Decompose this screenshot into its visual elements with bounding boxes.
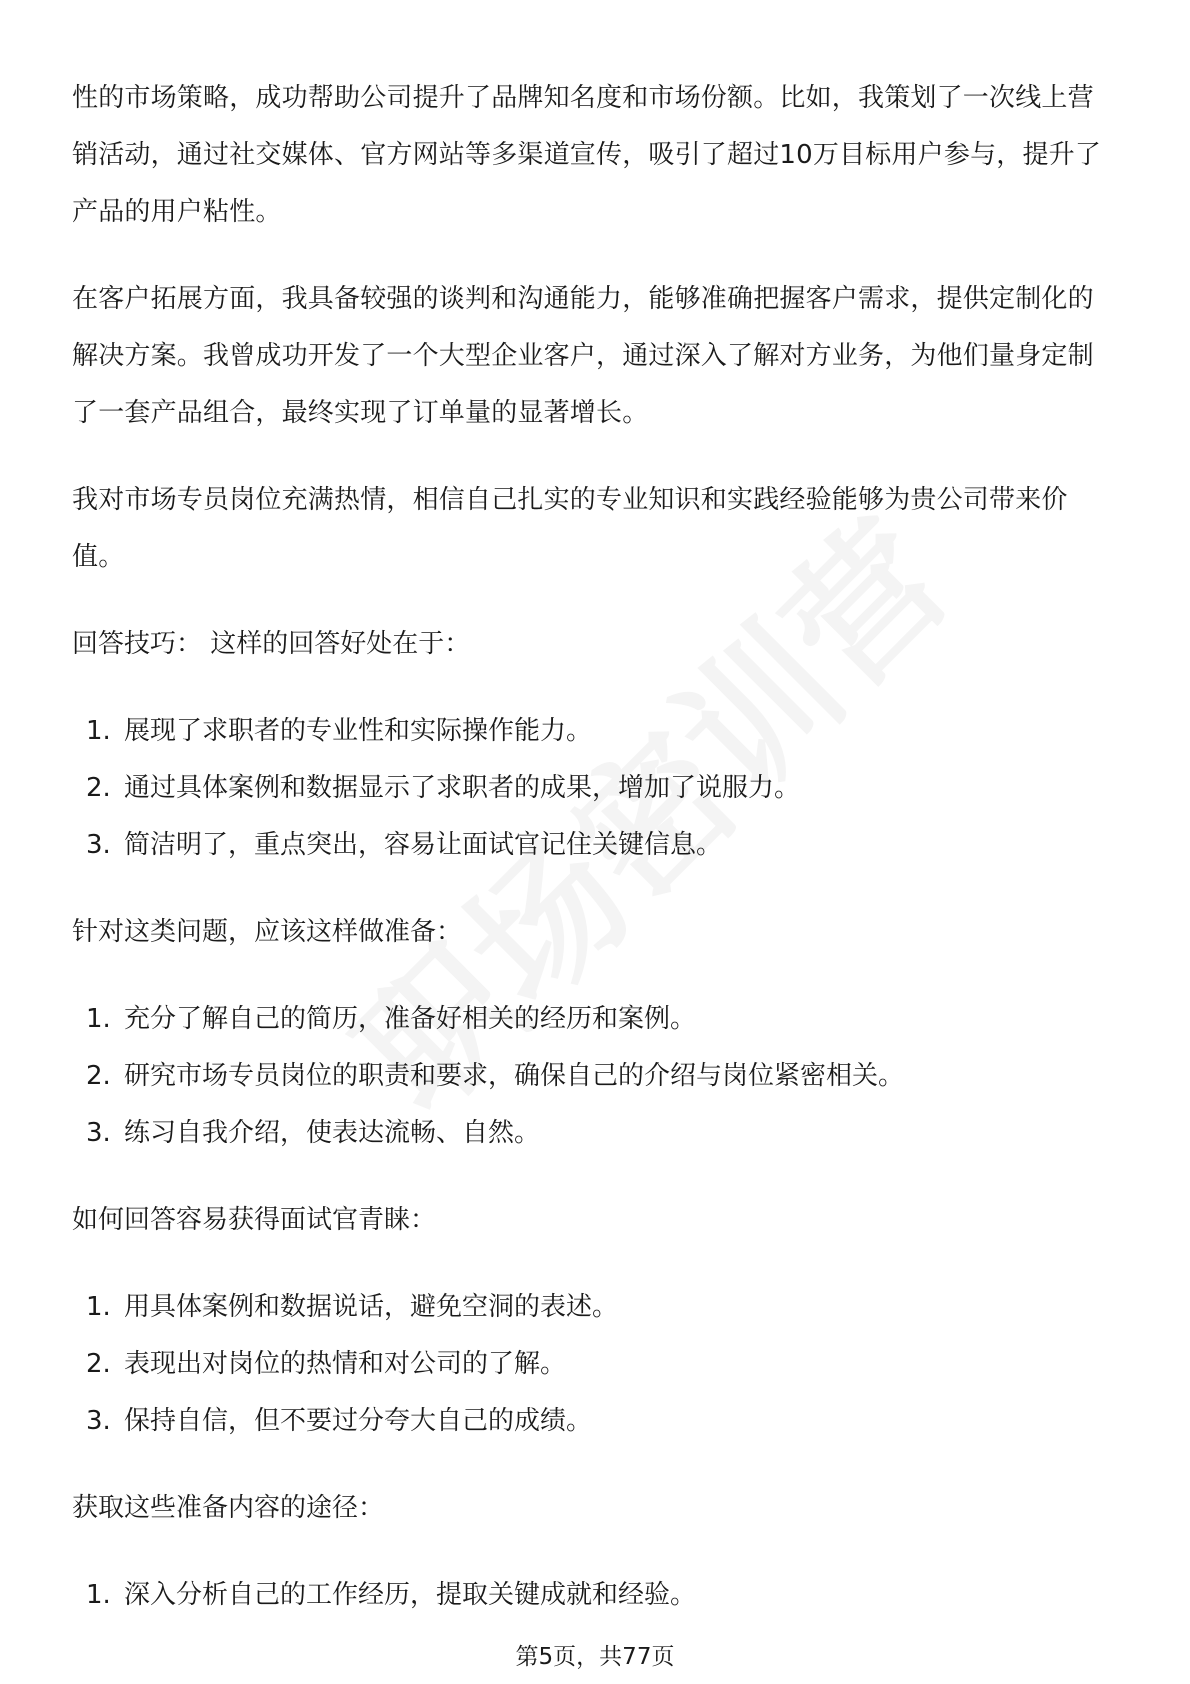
list-number: 1. (86, 716, 111, 746)
list-text: 充分了解自己的简历，准备好相关的经历和案例。 (124, 1004, 697, 1034)
paragraph-marketing-strategy: 性的市场策略，成功帮助公司提升了品牌知名度和市场份额。比如，我策划了一次线上营销活动，通过社交媒体、官方网站等多渠道宣传，吸引了超过10万目标用户参与，提升了产品的用户粘性。 (72, 83, 1102, 227)
section-win-interviewer (72, 1192, 1118, 1450)
numbered-list (72, 1567, 1118, 1624)
list-text: 保持自信，但不要过分夸大自己的成绩。 (124, 1406, 593, 1436)
list-item (72, 1279, 1118, 1336)
list-text: 展现了求职者的专业性和实际操作能力。 (124, 716, 593, 746)
paragraph-client-development: 在客户拓展方面，我具备较强的谈判和沟通能力，能够准确把握客户需求，提供定制化的解决方案。我曾成功开发了一个大型企业客户，通过深入了解对方业务，为他们量身定制了一套产品组合，最终实现了订单量的显著增长。 (72, 284, 1094, 428)
list-text: 用具体案例和数据说话，避免空洞的表述。 (124, 1292, 619, 1322)
section-answer-tips (72, 616, 1118, 874)
list-number: 3. (86, 1118, 111, 1148)
list-number: 2. (86, 1061, 111, 1091)
numbered-list (72, 1279, 1118, 1450)
section-heading: 针对这类问题，应该这样做准备： (72, 917, 463, 947)
list-item (72, 1048, 1118, 1105)
list-item (72, 760, 1118, 817)
numbered-list (72, 703, 1118, 874)
section-preparation (72, 904, 1118, 1162)
list-text: 通过具体案例和数据显示了求职者的成果，增加了说服力。 (124, 773, 801, 803)
list-item (72, 817, 1118, 874)
list-item (72, 1336, 1118, 1393)
list-item (72, 1393, 1118, 1450)
numbered-list (72, 991, 1118, 1162)
paragraph-passion: 我对市场专员岗位充满热情，相信自己扎实的专业知识和实践经验能够为贵公司带来价值。 (72, 485, 1068, 572)
list-text: 深入分析自己的工作经历，提取关键成就和经验。 (124, 1580, 697, 1610)
list-item (72, 1105, 1118, 1162)
section-heading: 如何回答容易获得面试官青睐： (72, 1205, 437, 1235)
list-text: 练习自我介绍，使表达流畅、自然。 (124, 1118, 541, 1148)
list-number: 1. (86, 1580, 111, 1610)
list-text: 表现出对岗位的热情和对公司的了解。 (124, 1349, 567, 1379)
list-number: 3. (86, 830, 111, 860)
section-heading: 获取这些准备内容的途径： (72, 1493, 385, 1523)
page-footer: 第5页，共77页 (515, 1644, 675, 1670)
list-number: 3. (86, 1406, 111, 1436)
list-number: 1. (86, 1004, 111, 1034)
list-number: 2. (86, 773, 111, 803)
list-text: 简洁明了，重点突出，容易让面试官记住关键信息。 (124, 830, 723, 860)
list-text: 研究市场专员岗位的职责和要求，确保自己的介绍与岗位紧密相关。 (124, 1061, 905, 1091)
list-item (72, 991, 1118, 1048)
list-number: 1. (86, 1292, 111, 1322)
section-heading: 回答技巧： 这样的回答好处在于： (72, 629, 471, 659)
list-number: 2. (86, 1349, 111, 1379)
list-item (72, 1567, 1118, 1624)
list-item (72, 703, 1118, 760)
section-sources (72, 1480, 1118, 1624)
